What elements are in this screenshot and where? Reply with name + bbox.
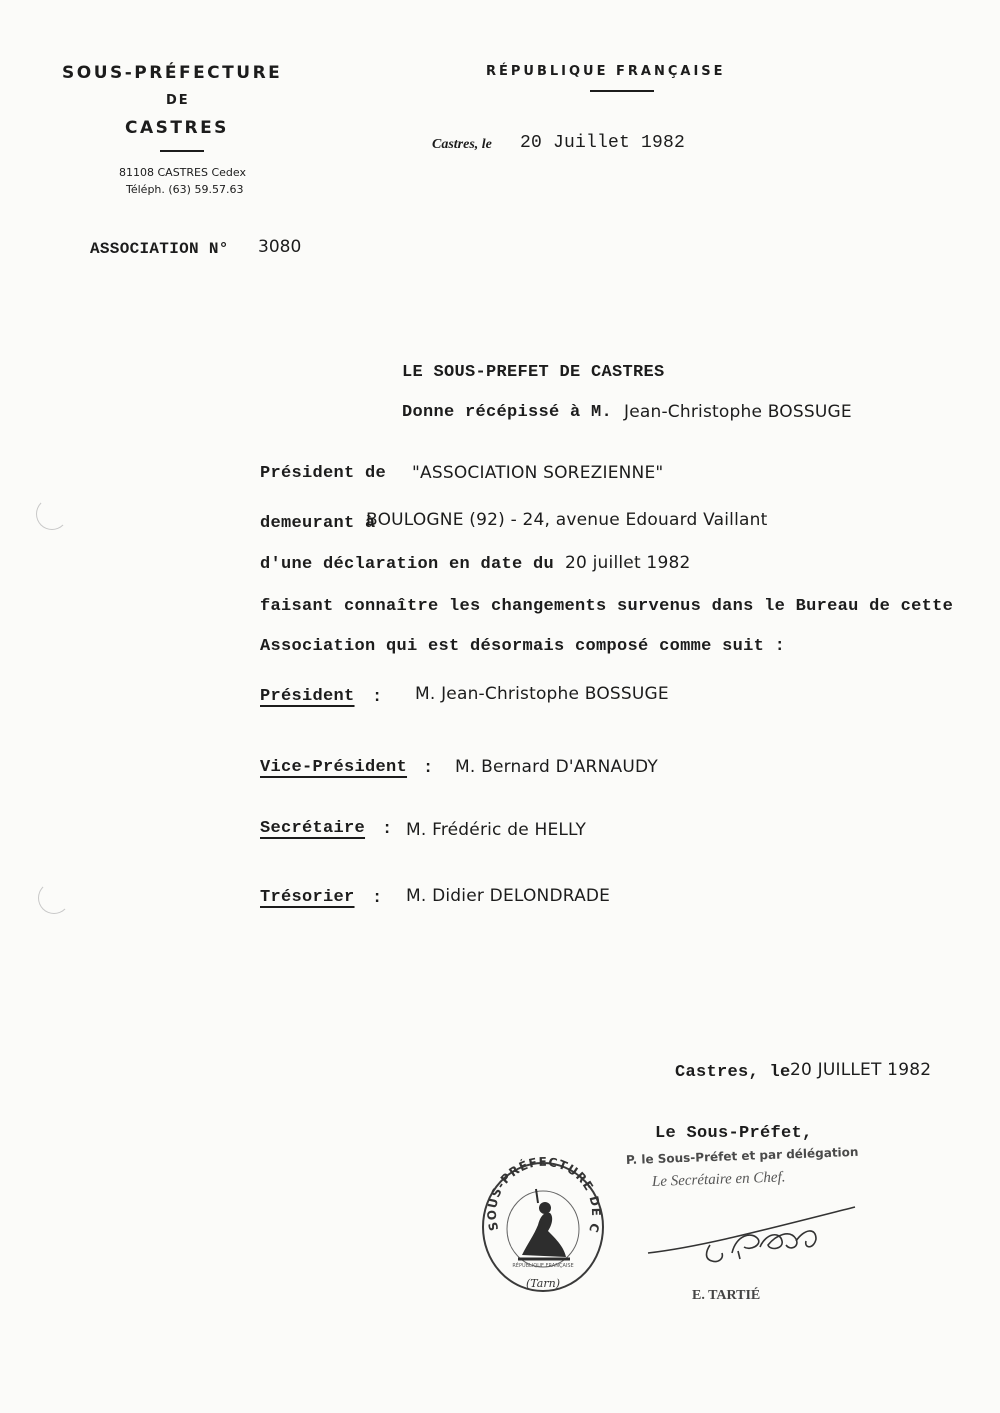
punch-hole-top — [36, 498, 68, 530]
residing-label: demeurant à — [260, 514, 376, 533]
handwritten-signature — [640, 1195, 870, 1275]
body-text-line2: Association qui est désormais composé comme suit : — [260, 637, 786, 656]
office-line2: DE — [166, 93, 190, 108]
office-phone: Téléph. (63) 59.57.63 — [126, 183, 244, 196]
association-name: "ASSOCIATION SOREZIENNE" — [412, 463, 664, 483]
president-of-label: Président de — [260, 464, 387, 483]
role-secretary: Secrétaire — [260, 819, 366, 838]
role-vice-president: Vice-Président — [260, 758, 408, 777]
punch-hole-bottom — [38, 882, 70, 914]
header-date: 20 Juillet 1982 — [520, 133, 686, 153]
closing-place-label: Castres, le — [675, 1063, 791, 1082]
document-title: LE SOUS-PREFET DE CASTRES — [402, 363, 665, 382]
official-stamp — [478, 1155, 608, 1295]
member-president: M. Jean-Christophe BOSSUGE — [415, 684, 669, 704]
body-text-line1: faisant connaître les changements survenus dans le Bureau de cette — [260, 597, 954, 616]
receipt-name: Jean-Christophe BOSSUGE — [624, 402, 852, 422]
signer-name: E. TARTIÉ — [692, 1288, 761, 1303]
stamp-text-bottom: (Tarn) — [526, 1277, 560, 1290]
declaration-date: 20 juillet 1982 — [565, 553, 691, 573]
residing-address: BOULOGNE (92) - 24, avenue Edouard Vaillant — [366, 510, 768, 530]
header-place-label: Castres, le — [432, 137, 492, 152]
delegation-stamp-line2: Le Secrétaire en Chef. — [651, 1169, 786, 1190]
republic-rule — [590, 90, 654, 92]
receipt-label: Donne récépissé à M. — [402, 403, 613, 422]
office-line3: CASTRES — [125, 118, 229, 138]
signatory-title: Le Sous-Préfet, — [655, 1124, 813, 1143]
role-colon: : — [423, 759, 434, 778]
role-treasurer: Trésorier — [260, 888, 355, 907]
closing-date: 20 JUILLET 1982 — [790, 1060, 932, 1080]
role-colon: : — [382, 820, 393, 839]
office-address: 81108 CASTRES Cedex — [119, 166, 246, 179]
republic-heading: RÉPUBLIQUE FRANÇAISE — [486, 64, 726, 79]
role-colon: : — [372, 688, 383, 707]
stamp-inner-text: RÉPUBLIQUE FRANÇAISE — [512, 1263, 574, 1269]
association-number: 3080 — [258, 237, 302, 257]
letterhead-rule — [160, 150, 204, 152]
stamp-text-top: SOUS-PRÉFECTURE DE C — [484, 1155, 604, 1235]
role-colon: : — [372, 889, 383, 908]
office-line1: SOUS-PRÉFECTURE — [62, 63, 283, 83]
member-treasurer: M. Didier DELONDRADE — [406, 886, 611, 906]
association-label: ASSOCIATION N° — [90, 240, 229, 258]
role-president: Président — [260, 687, 355, 706]
member-secretary: M. Frédéric de HELLY — [406, 820, 587, 840]
declaration-label: d'une déclaration en date du — [260, 555, 555, 574]
delegation-stamp-line1: P. le Sous-Préfet et par délégation — [625, 1144, 859, 1167]
member-vice-president: M. Bernard D'ARNAUDY — [455, 757, 658, 777]
